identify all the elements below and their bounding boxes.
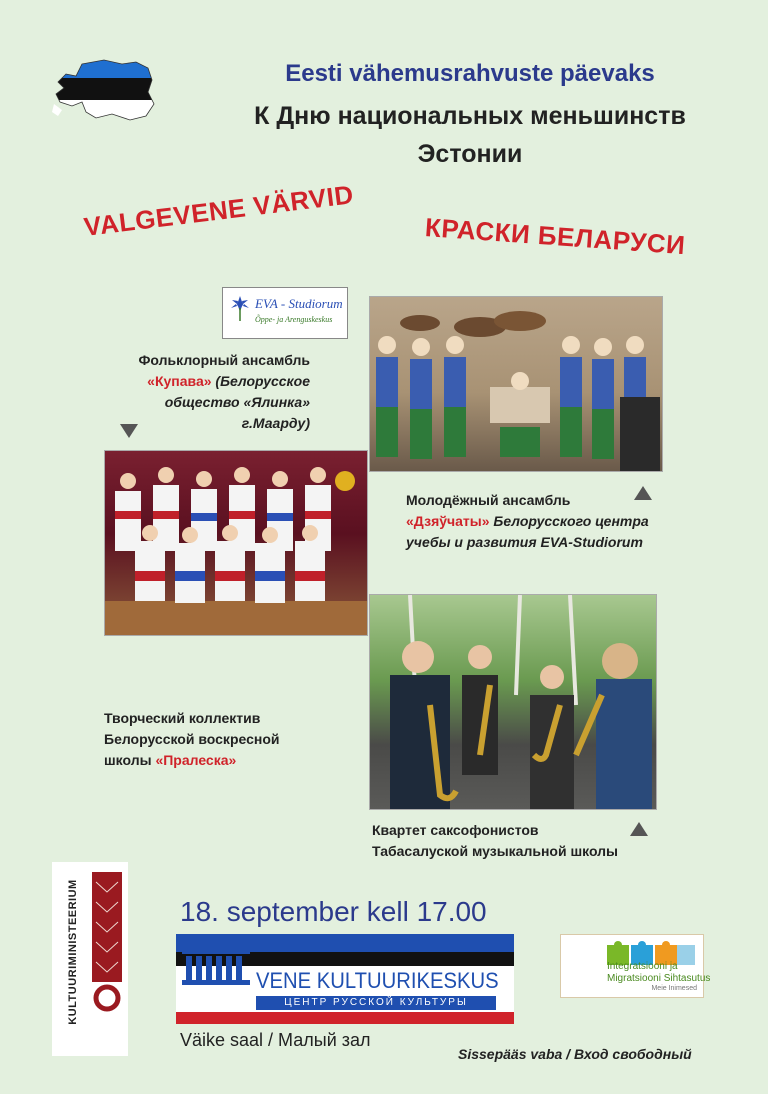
folk-women-illustration <box>105 451 367 635</box>
venue-subtitle: ЦЕНТР РУССКОЙ КУЛЬТУРЫ <box>256 996 496 1010</box>
arrow-up-icon <box>630 822 648 836</box>
caption-kupava-line4: г.Маарду) <box>241 415 310 431</box>
caption-kupava-line2 <box>104 371 310 392</box>
cornflower-icon <box>227 294 253 322</box>
caption-praleska-line3 <box>104 750 344 771</box>
caption-praleska-highlight: «Пралеска» <box>155 752 237 768</box>
hall-info: Väike saal / Малый зал <box>180 1030 371 1050</box>
ministry-name: KULTUURIMINISTEERIUM <box>67 879 79 1025</box>
title-estonian: Eesti vähemusrahvuste päevaks <box>285 60 655 87</box>
caption-quartet <box>372 820 672 862</box>
caption-praleska-line1: Творческий коллектив <box>104 710 261 726</box>
caption-praleska <box>104 708 344 771</box>
caption-quartet-line2: Табасалуской музыкальной школы <box>372 843 618 859</box>
vene-kultuurikeskus-logo <box>176 934 514 1024</box>
entry-info: Sissepääs vaba / Вход свободный <box>458 1046 692 1062</box>
caption-dzyauchaty-highlight: «Дзяўчаты» <box>406 513 490 529</box>
saxophonists-illustration <box>370 595 656 809</box>
title-russian <box>170 97 768 173</box>
caption-kupava-line3: общество «Ялинка» <box>164 394 310 410</box>
kultuuriministeerium-logo <box>52 862 128 1056</box>
caption-praleska-line2: Белорусской воскресной <box>104 731 280 747</box>
venue-name: VENE KULTUURIKESKUS <box>256 968 499 993</box>
integration-foundation-logo <box>560 934 711 998</box>
arrow-down-icon <box>120 424 138 438</box>
event-date: 18. september kell 17.00 <box>180 896 487 927</box>
eva-studiorum-logo <box>222 287 348 339</box>
caption-quartet-line1: Квартет саксофонистов <box>372 822 539 838</box>
caption-praleska-prefix: школы <box>104 752 156 768</box>
title-russian-line2: Эстонии <box>417 140 523 168</box>
integration-line2: Migratsiooni Sihtasutus <box>607 973 711 984</box>
arrow-up-icon <box>634 486 652 500</box>
caption-kupava-line1: Фольклорный ансамбль <box>138 352 310 368</box>
banner-title-estonian: VALGEVENE VÄRVID <box>82 179 356 243</box>
caption-dzyauchaty-line1: Молодёжный ансамбль <box>406 492 571 508</box>
photo-saxophone-quartet <box>369 594 657 810</box>
caption-dzyauchaty-line3: учебы и развития EVA-Studiorum <box>406 534 643 550</box>
caption-dzyauchaty-line2-rest: Белорусского центра <box>489 513 649 529</box>
caption-dzyauchaty-line2 <box>406 511 676 532</box>
title-russian-line1: К Дню национальных меньшинств <box>254 102 686 130</box>
caption-kupava-highlight: «Купава» <box>147 373 212 389</box>
banner-title-russian: КРАСКИ БЕЛАРУСИ <box>424 212 687 261</box>
eva-logo-subtitle: Õppe- ja Arenguskeskus <box>255 315 333 324</box>
girls-in-costumes-illustration <box>370 297 662 471</box>
logo-red-stripe <box>176 1012 514 1024</box>
ornament-pattern-icon <box>92 872 122 1012</box>
theatre-building-icon <box>180 940 252 986</box>
estonia-flag-map-icon <box>52 56 156 122</box>
caption-kupava <box>104 350 310 434</box>
integration-line1: Integratsiooni ja <box>607 961 678 972</box>
photo-kupava-ensemble <box>104 450 368 636</box>
integration-line3: Meie Inimesed <box>651 985 697 992</box>
eva-logo-name: EVA - Studiorum <box>255 296 343 311</box>
caption-kupava-line2-rest: (Белорусское <box>211 373 310 389</box>
photo-dzyauchaty-ensemble <box>369 296 663 472</box>
